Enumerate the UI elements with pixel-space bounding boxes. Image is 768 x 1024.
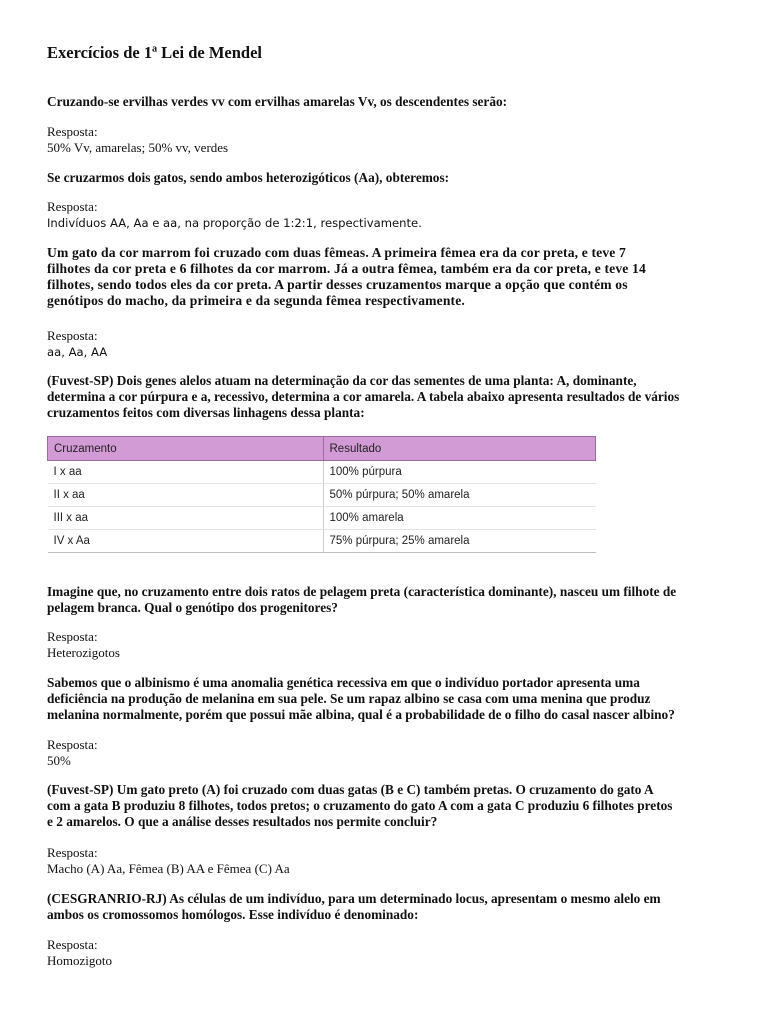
table-cell: 75% púrpura; 25% amarela [323, 530, 596, 553]
question-8 [47, 891, 727, 923]
answer-label: Resposta: [47, 845, 98, 860]
table-row [48, 461, 596, 484]
question-line: com a gata B produziu 8 filhotes, todos pretos; o cruzamento do gato A com a gata C produziu 6 filhotes pretos [47, 798, 673, 813]
table-cell: II x aa [48, 484, 324, 507]
table-cell: 100% amarela [323, 507, 596, 530]
answer-5 [47, 629, 727, 661]
table-cell: I x aa [48, 461, 324, 484]
question-line: (Fuvest-SP) Um gato preto (A) foi cruzado com duas gatas (B e C) também pretas. O cruzamento do gato A [47, 782, 654, 797]
answer-label: Resposta: [47, 629, 98, 644]
question-line: genótipos do macho, da primeira e da segunda fêmea respectivamente. [47, 293, 465, 308]
question-line: Se cruzarmos dois gatos, sendo ambos heterozigóticos (Aa), obteremos: [47, 170, 450, 185]
table-row [48, 484, 596, 507]
question-line: melanina normalmente, porém que possui mãe albina, qual é a probabilidade de o filho do casal nascer albino? [47, 707, 675, 722]
table-header-row [48, 437, 596, 461]
question-6 [47, 675, 727, 723]
question-5 [47, 584, 727, 616]
question-line: (CESGRANRIO-RJ) As células de um indivíduo, para um determinado locus, apresentam o mesmo alelo em [47, 891, 661, 906]
question-line: deficiência na produção de melanina em sua pele. Se um rapaz albino se casa com uma menina que produz [47, 691, 651, 706]
page-title: Exercícios de 1ª Lei de Mendel [47, 43, 262, 62]
answer-6 [47, 737, 727, 769]
question-line: filhotes, sendo todos eles da cor preta. A partir desses cruzamentos marque a opção que contém os [47, 277, 628, 292]
answer-label: Resposta: [47, 328, 98, 343]
answer-label: Resposta: [47, 199, 98, 214]
question-line: pelagem branca. Qual o genótipo dos progenitores? [47, 600, 338, 615]
answer-text: 50% [47, 753, 71, 768]
answer-8 [47, 937, 727, 969]
answer-label: Resposta: [47, 737, 98, 752]
table-cell: 50% púrpura; 50% amarela [323, 484, 596, 507]
column-header-resultado: Resultado [323, 437, 596, 461]
question-line: e 2 amarelos. O que a análise desses resultados nos permite concluir? [47, 814, 438, 829]
table-cell: IV x Aa [48, 530, 324, 553]
column-header-cruzamento: Cruzamento [48, 437, 324, 461]
question-1 [47, 94, 727, 110]
question-line: Cruzando-se ervilhas verdes vv com ervilhas amarelas Vv, os descendentes serão: [47, 94, 508, 109]
answer-text: Macho (A) Aa, Fêmea (B) AA e Fêmea (C) Aa [47, 861, 290, 876]
question-line: Imagine que, no cruzamento entre dois ratos de pelagem preta (característica dominante), nasceu um filhote de [47, 584, 677, 599]
answer-text: 50% Vv, amarelas; 50% vv, verdes [47, 140, 229, 155]
table-cell: III x aa [48, 507, 324, 530]
answer-text: Homozigoto [47, 953, 112, 968]
question-line: Sabemos que o albinismo é uma anomalia genética recessiva em que o indivíduo portador apresenta uma [47, 675, 640, 690]
question-4 [47, 373, 727, 421]
question-2 [47, 170, 727, 186]
table-cell: 100% púrpura [323, 461, 596, 484]
answer-label: Resposta: [47, 937, 98, 952]
answer-1 [47, 124, 727, 156]
question-line: filhotes da cor preta e 6 filhotes da cor marrom. Já a outra fêmea, também era da cor preta, e teve 14 [47, 261, 646, 276]
question-line: ambos os cromossomos homólogos. Esse indivíduo é denominado: [47, 907, 419, 922]
crosses-table [47, 436, 596, 553]
answer-text: Indivíduos AA, Aa e aa, na proporção de 1:2:1, respectivamente. [47, 216, 422, 230]
answer-3 [47, 328, 727, 360]
question-line: cruzamentos feitos com diversas linhagens dessa planta: [47, 405, 365, 420]
answer-label: Resposta: [47, 124, 98, 139]
answer-2 [47, 199, 727, 231]
question-line: (Fuvest-SP) Dois genes alelos atuam na determinação da cor das sementes de uma planta: A, dominante, [47, 373, 637, 388]
question-line: Um gato da cor marrom foi cruzado com duas fêmeas. A primeira fêmea era da cor preta, e teve 7 [47, 245, 626, 260]
answer-7 [47, 845, 727, 877]
table-row [48, 530, 596, 553]
table-row [48, 507, 596, 530]
question-line: determina a cor púrpura e a, recessivo, determina a cor amarela. A tabela abaixo apresenta resultados de vários [47, 389, 680, 404]
answer-text: aa, Aa, AA [47, 345, 108, 359]
question-3 [47, 245, 727, 309]
answer-text: Heterozigotos [47, 645, 120, 660]
question-7 [47, 782, 727, 830]
